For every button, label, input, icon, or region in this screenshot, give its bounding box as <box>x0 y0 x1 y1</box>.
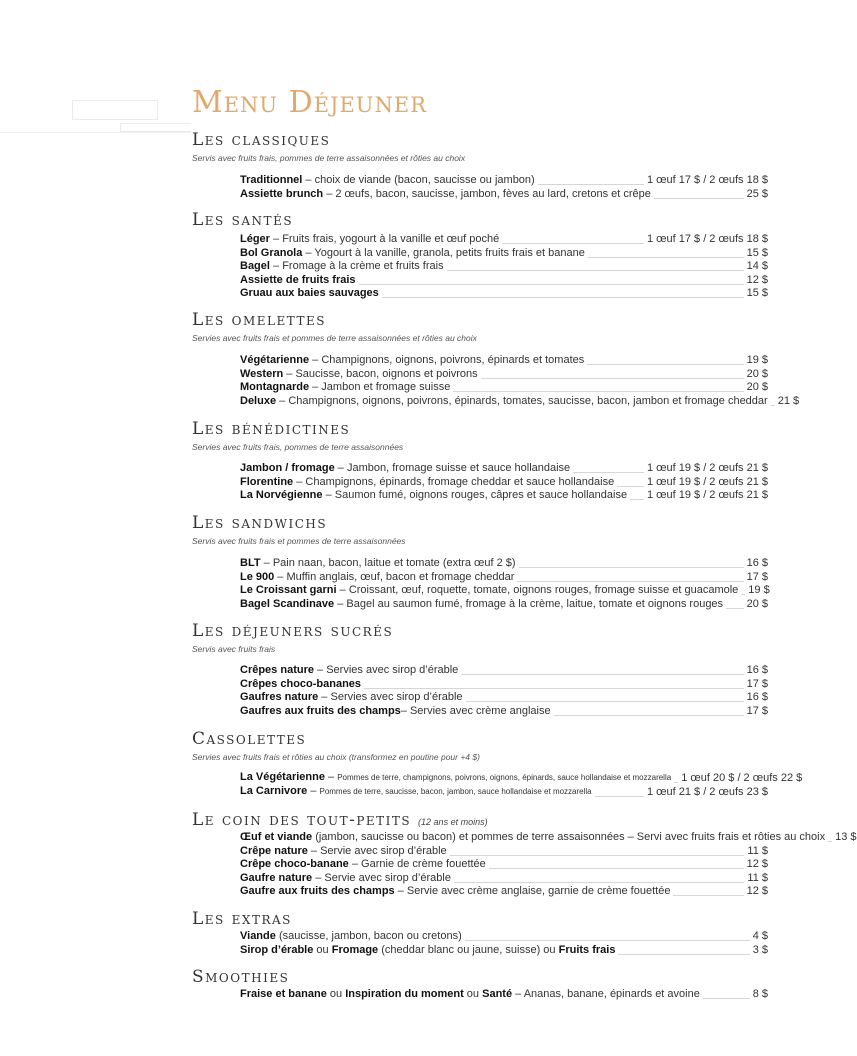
menu-item-description <box>240 247 585 259</box>
menu-item <box>240 663 768 676</box>
menu-item <box>240 366 768 379</box>
menu-item-price: 15 $ <box>746 286 768 299</box>
menu-item-price: 16 $ <box>746 691 768 704</box>
menu-item-list <box>240 461 768 501</box>
menu-item-detail: Croissant, œuf, roquette, tomate, oignons rouges, fromage suisse et guacamole <box>348 584 739 597</box>
menu-item-detail: (cheddar blanc ou jaune, suisse) ou <box>381 943 559 956</box>
menu-item-name: Le Croissant garni <box>240 584 337 597</box>
menu-item-price: 17 $ <box>746 570 768 583</box>
menu-item-description <box>240 944 615 956</box>
menu-item-description <box>240 872 451 884</box>
leader-line <box>489 868 744 869</box>
menu-item-separator: – <box>336 584 349 597</box>
menu-item-price: 19 $ <box>748 584 770 597</box>
section-title <box>192 210 293 230</box>
menu-item-name: Gaufres nature <box>240 691 319 704</box>
menu-item-separator: – <box>309 354 322 367</box>
menu-item-detail: Saucisse, bacon, oignons et poivrons <box>295 367 478 380</box>
menu-item-description <box>240 678 361 690</box>
leader-line <box>573 472 644 473</box>
menu-item-price: 1 œuf 19 $ / 2 œufs 21 $ <box>646 475 768 488</box>
menu-item <box>240 676 768 689</box>
menu-item-name: Crêpe nature <box>240 844 308 857</box>
leader-line <box>466 701 744 702</box>
menu-item-name: Jambon / fromage <box>240 462 335 475</box>
menu-item-detail: Bagel au saumon fumé, fromage à la crème, laitue, tomate et oignons rouges <box>346 597 724 610</box>
menu-item-name: Inspiration du moment <box>345 988 464 1001</box>
section-title-text: Les omelettes <box>192 310 326 330</box>
menu-item-separator: – <box>276 394 289 407</box>
menu-item-description <box>240 785 592 798</box>
leader-line <box>465 940 750 941</box>
menu-item-detail: Pommes de terre, saucisse, bacon, jambon, sauce hollandaise et mozzarella <box>319 786 592 796</box>
menu-item <box>240 784 768 797</box>
menu-item <box>240 186 768 199</box>
menu-item-name: La Végétarienne <box>240 771 325 784</box>
menu-item <box>240 870 768 883</box>
menu-item-separator: – <box>348 858 362 871</box>
menu-item-description <box>240 188 651 200</box>
section-title-text: Les santés <box>192 210 294 230</box>
menu-item-name: Végétarienne <box>240 354 310 367</box>
menu-item-separator: – <box>312 871 325 884</box>
menu-item-name: Crêpe choco-banane <box>240 858 349 871</box>
leader-line <box>453 391 743 392</box>
menu-item <box>240 488 768 501</box>
menu-item-description <box>240 489 627 501</box>
menu-item-price: 12 $ <box>746 858 768 871</box>
section-title <box>192 967 289 987</box>
leader-line <box>382 297 744 298</box>
section-title-text: Les sandwichs <box>192 513 328 533</box>
section-title-text: Le coin des tout-petits <box>192 810 412 830</box>
menu-item-price: 8 $ <box>752 988 768 1001</box>
menu-item-description <box>240 174 535 186</box>
menu-item-name: Crêpes nature <box>240 664 314 677</box>
leader-line <box>703 998 750 999</box>
menu-item <box>240 569 768 582</box>
menu-item-price: 21 $ <box>777 394 800 407</box>
menu-item-price: 16 $ <box>746 557 768 570</box>
leader-line <box>617 486 644 487</box>
leader-line <box>450 855 745 856</box>
leader-line <box>828 841 832 842</box>
section-title-text: Les extras <box>192 909 292 929</box>
menu-item-list <box>240 173 768 200</box>
menu-item-description <box>240 260 444 272</box>
menu-item-description <box>240 705 551 717</box>
section-title <box>192 419 350 439</box>
leader-line <box>461 674 743 675</box>
menu-item-description <box>240 584 738 596</box>
menu-item-separator: – <box>512 988 524 1001</box>
menu-item-list <box>240 830 857 897</box>
menu-item-separator: – <box>274 570 287 583</box>
leader-line <box>741 594 745 595</box>
leader-line <box>517 581 743 582</box>
menu-item <box>240 987 768 1000</box>
menu-item <box>240 857 768 870</box>
menu-item-name: La Carnivore <box>240 784 308 797</box>
menu-item-name: Fromage <box>331 943 379 956</box>
menu-item-detail: Servie avec sirop d’érable <box>324 871 451 884</box>
menu-item-name: Western <box>240 367 284 380</box>
menu-item <box>240 596 768 609</box>
menu-item-description <box>240 858 486 870</box>
menu-item-detail: (jambon, saucisse ou bacon) et pommes de terre assaisonnées – Servi avec fruits frais et rôties au choix <box>315 831 826 844</box>
leader-line <box>538 184 644 185</box>
menu-item-description <box>240 287 379 299</box>
menu-item <box>240 245 768 258</box>
menu-item-list <box>240 771 803 798</box>
menu-item-separator: – <box>313 664 327 677</box>
menu-item-separator: – <box>323 187 336 200</box>
menu-item-price: 17 $ <box>746 704 768 717</box>
section-title-text: Les classiques <box>192 130 331 150</box>
menu-item-separator: – <box>260 557 273 570</box>
menu-item <box>240 771 803 785</box>
menu-item-separator: – <box>302 174 315 187</box>
menu-item-description <box>240 381 450 393</box>
menu-item-name: Bagel Scandinave <box>240 597 335 610</box>
menu-item-name: BLT <box>240 557 261 570</box>
leader-line <box>587 364 743 365</box>
menu-item-price: 4 $ <box>752 930 768 943</box>
menu-item-separator: – <box>307 784 320 797</box>
section-note: (12 ans et moins) <box>418 817 488 827</box>
menu-item-name: Crêpes choco-bananes <box>240 677 362 690</box>
menu-item <box>240 703 768 716</box>
menu-item <box>240 380 768 393</box>
menu-item-list <box>240 353 800 407</box>
menu-item-detail: Pommes de terre, champignons, poivrons, oignons, épinards, sauce hollandaise et mozzarella <box>337 773 672 783</box>
menu-item-name: Gaufre nature <box>240 871 313 884</box>
menu-item-description <box>240 354 584 366</box>
menu-item-description <box>240 664 458 676</box>
menu-item-detail: Yogourt à la vanille, granola, petits fruits frais et banane <box>314 246 585 259</box>
section-title <box>192 909 292 929</box>
menu-item-description <box>240 598 723 610</box>
menu-item-name: Florentine <box>240 475 294 488</box>
menu-item-description <box>240 368 478 380</box>
menu-item-detail: Fromage à la crème et fruits frais <box>282 260 444 273</box>
menu-item <box>240 942 768 955</box>
menu-item-description <box>240 233 499 245</box>
menu-item-name: Deluxe <box>240 394 277 407</box>
leader-line <box>364 688 744 689</box>
menu-item-name: Assiette de fruits frais <box>240 273 356 286</box>
menu-item-detail: Servies avec sirop d’érable <box>330 691 463 704</box>
menu-item <box>240 474 768 487</box>
menu-item-detail: Champignons, oignons, poivrons, épinards, tomates, saucisse, bacon, jambon et fromage cheddar <box>288 394 768 407</box>
menu-item-name: Œuf et viande <box>240 831 313 844</box>
menu-item-price: 12 $ <box>746 273 768 286</box>
menu-item-price: 20 $ <box>746 381 768 394</box>
menu-item-price: 17 $ <box>746 677 768 690</box>
leader-line <box>618 954 749 955</box>
menu-item-description <box>240 274 356 286</box>
menu-item-separator: – <box>324 771 338 784</box>
menu-item-name: Viande <box>240 930 276 943</box>
menu-item-detail: Jambon, fromage suisse et sauce hollandaise <box>346 462 571 475</box>
menu-item-separator: – <box>269 233 283 246</box>
leader-line <box>519 567 744 568</box>
menu-item-detail: (saucisse, jambon, bacon ou cretons) <box>278 930 462 943</box>
menu-item-detail: Jambon et fromage suisse <box>321 381 451 394</box>
menu-item-price: 1 œuf 17 $ / 2 œufs 18 $ <box>646 174 768 187</box>
leader-line <box>654 198 744 199</box>
menu-item-detail: Champignons, oignons, poivrons, épinards et tomates <box>321 354 585 367</box>
menu-item <box>240 393 800 407</box>
menu-item-detail: Muffin anglais, œuf, bacon et fromage cheddar <box>286 570 515 583</box>
menu-item-price: 1 œuf 17 $ / 2 œufs 18 $ <box>646 233 768 246</box>
section-title <box>192 130 330 150</box>
menu-item-separator: ou <box>313 943 332 956</box>
menu-item-price: 20 $ <box>746 597 768 610</box>
menu-item-detail: Fruits frais, yogourt à la vanille et œuf poché <box>282 233 500 246</box>
menu-item <box>240 259 768 272</box>
decorative-frame <box>120 123 191 132</box>
menu-item-price: 1 œuf 19 $ / 2 œufs 21 $ <box>646 489 768 502</box>
menu-item-description <box>240 845 447 857</box>
menu-item-separator: – <box>283 367 296 380</box>
leader-line <box>726 608 744 609</box>
menu-item-name: Montagnarde <box>240 381 310 394</box>
menu-item-separator: ou <box>326 988 346 1001</box>
menu-item-price: 1 œuf 19 $ / 2 œufs 21 $ <box>646 462 768 475</box>
menu-item-name: Gaufre aux fruits des champs <box>240 884 395 897</box>
menu-item <box>240 830 857 844</box>
menu-item-detail: Ananas, banane, épinards et avoine <box>523 988 700 1001</box>
menu-item-detail: Servie avec sirop d’érable <box>320 844 447 857</box>
menu-item-separator: – <box>307 844 321 857</box>
menu-item-detail: Garnie de crème fouettée <box>361 858 486 871</box>
menu-item-name: Fruits frais <box>558 943 616 956</box>
menu-item-price: 11 $ <box>747 871 768 884</box>
menu-item-detail: Servie avec crème anglaise, garnie de crème fouettée <box>406 884 671 897</box>
menu-item-price: 15 $ <box>746 246 768 259</box>
menu-item-price: 1 œuf 21 $ / 2 œufs 23 $ <box>646 785 768 798</box>
menu-item-description <box>240 930 462 942</box>
section-title <box>192 310 326 330</box>
menu-item-name: Léger <box>240 233 270 246</box>
section-title-text: Les déjeuners sucrés <box>192 621 394 641</box>
menu-item-description <box>240 462 570 474</box>
menu-item <box>240 173 768 186</box>
menu-item-separator: – <box>293 475 306 488</box>
section-title <box>192 810 488 832</box>
menu-item-name: Gaufres aux fruits des champs <box>240 704 401 717</box>
section-subtitle: Servies avec fruits frais et rôties au choix (transformez en poutine pour +4 $) <box>192 752 480 762</box>
menu-item-detail: Champignons, épinards, fromage cheddar et sauce hollandaise <box>305 475 615 488</box>
menu-item-price: 3 $ <box>752 943 768 956</box>
menu-item-name: Sirop d’érable <box>240 943 314 956</box>
section-title-text: Smoothies <box>192 967 290 987</box>
menu-item-list <box>240 556 768 610</box>
menu-item-price: 11 $ <box>747 844 768 857</box>
leader-line <box>674 782 678 783</box>
section-subtitle: Servis avec fruits frais, pommes de terre assaisonnées et rôties au choix <box>192 153 466 163</box>
menu-item-detail: choix de viande (bacon, saucisse ou jambon) <box>314 174 535 187</box>
menu-item-name: La Norvégienne <box>240 489 323 502</box>
menu-item-price: 12 $ <box>746 884 768 897</box>
section-subtitle: Servies avec fruits frais et pommes de terre assaisonnées et rôties au choix <box>192 333 477 343</box>
section-title <box>192 621 393 641</box>
menu-item-name: Fraise et banane <box>240 988 327 1001</box>
menu-item-name: Le 900 <box>240 570 275 583</box>
leader-line <box>588 257 744 258</box>
menu-item-name: Bagel <box>240 260 270 273</box>
leader-line <box>454 882 744 883</box>
menu-item-detail: Saumon fumé, oignons rouges, câpres et sauce hollandaise <box>334 489 628 502</box>
section-title-text: Cassolettes <box>192 729 307 749</box>
menu-item <box>240 843 768 856</box>
menu-item-price: 13 $ <box>835 831 857 844</box>
leader-line <box>481 378 744 379</box>
menu-item-separator: – <box>334 597 347 610</box>
leader-line <box>447 270 744 271</box>
menu-item-detail: Pain naan, bacon, laitue et tomate (extra œuf 2 $) <box>272 557 516 570</box>
leader-line <box>502 243 644 244</box>
menu-item-separator: – <box>334 462 347 475</box>
menu-item-list <box>240 929 768 956</box>
menu-item-list <box>240 987 768 1000</box>
menu-item-description <box>240 571 514 583</box>
menu-item-detail: Servies avec crème anglaise <box>409 704 551 717</box>
menu-item-separator: – <box>400 704 410 717</box>
leader-line <box>673 895 743 896</box>
menu-item <box>240 556 768 569</box>
leader-line <box>771 405 775 406</box>
leader-line <box>630 499 644 500</box>
menu-item-price: 19 $ <box>746 354 768 367</box>
menu-item-name: Bol Granola <box>240 246 303 259</box>
menu-item <box>240 286 768 299</box>
page-title: Menu Déjeuner <box>192 85 428 120</box>
menu-item-description <box>240 885 670 897</box>
menu-item-description <box>240 831 825 843</box>
menu-item-separator: – <box>322 489 335 502</box>
menu-item-description <box>240 557 516 569</box>
menu-item-description <box>240 988 700 1000</box>
menu-item-price: 1 œuf 20 $ / 2 œufs 22 $ <box>681 772 803 785</box>
section-subtitle: Servis avec fruits frais <box>192 644 276 654</box>
menu-item-list <box>240 663 768 717</box>
menu-item-separator: – <box>309 381 322 394</box>
section-subtitle: Servies avec fruits frais, pommes de terre assaisonnées <box>192 442 404 452</box>
menu-item-name: Gruau aux baies sauvages <box>240 286 379 299</box>
menu-item-separator: – <box>302 246 315 259</box>
menu-item-separator: ou <box>463 988 483 1001</box>
menu-item-price: 25 $ <box>746 187 768 200</box>
section-title <box>192 513 327 533</box>
menu-item-description <box>240 691 463 703</box>
menu-item-name: Santé <box>482 988 513 1001</box>
decorative-line <box>0 132 190 133</box>
menu-item <box>240 690 768 703</box>
menu-item <box>240 272 768 285</box>
menu-item-separator: – <box>269 260 283 273</box>
menu-item <box>240 353 768 366</box>
leader-line <box>554 715 744 716</box>
menu-item-separator: – <box>318 691 331 704</box>
menu-item <box>240 232 768 245</box>
menu-item-list <box>240 232 768 299</box>
menu-item-detail: Servies avec sirop d’érable <box>326 664 459 677</box>
menu-item-description <box>240 771 671 784</box>
menu-item-description <box>240 395 768 407</box>
menu-item-price: 16 $ <box>746 664 768 677</box>
section-title <box>192 729 306 749</box>
menu-item-price: 20 $ <box>746 367 768 380</box>
section-subtitle: Servis avec fruits frais et pommes de terre assaisonnées <box>192 536 406 546</box>
menu-item-name: Traditionnel <box>240 174 303 187</box>
leader-line <box>595 796 644 797</box>
menu-item-name: Assiette brunch <box>240 187 324 200</box>
section-title-text: Les bénédictines <box>192 419 351 439</box>
menu-item <box>240 884 768 897</box>
menu-item-separator: – <box>394 884 407 897</box>
menu-item <box>240 929 768 942</box>
leader-line <box>359 284 744 285</box>
menu-item-description <box>240 476 614 488</box>
menu-item-price: 14 $ <box>746 260 768 273</box>
menu-item <box>240 583 768 596</box>
menu-item-detail: 2 œufs, bacon, saucisse, jambon, fèves au lard, cretons et crêpe <box>335 187 651 200</box>
decorative-frame <box>72 100 158 120</box>
menu-item <box>240 461 768 474</box>
